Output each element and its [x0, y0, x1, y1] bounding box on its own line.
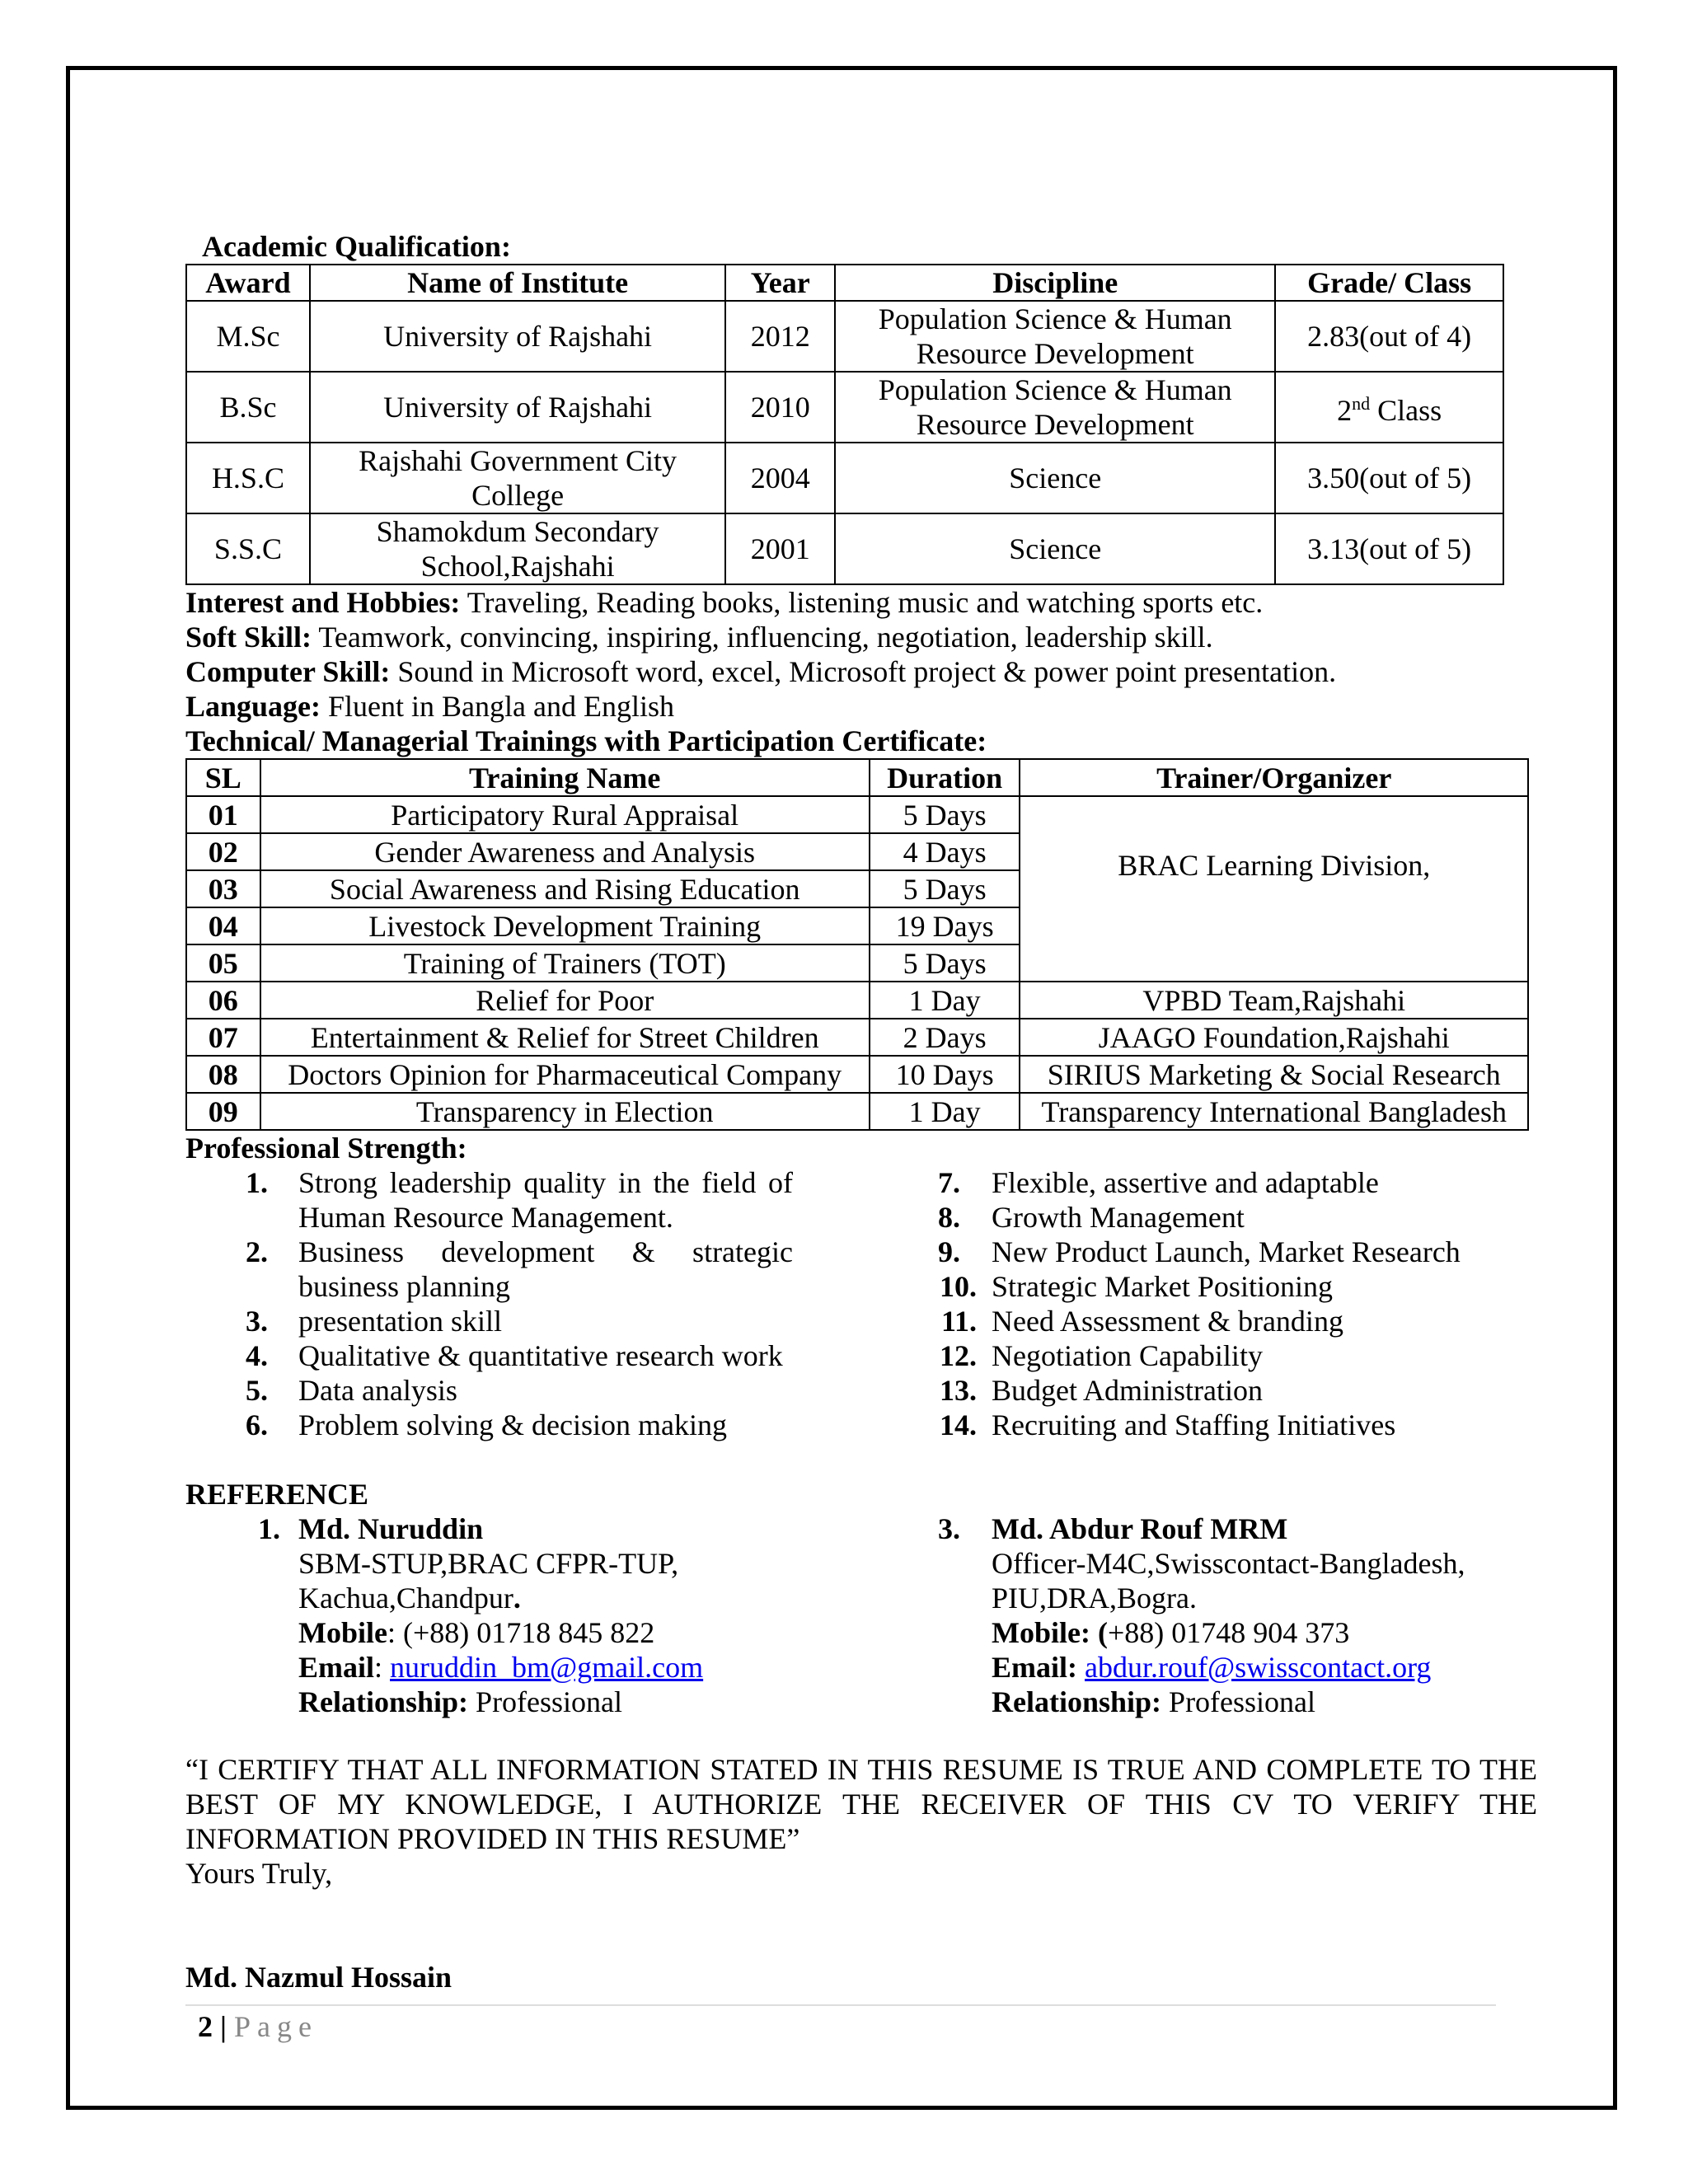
- item-line: business planning: [298, 1270, 510, 1303]
- duration-cell: 5 Days: [870, 944, 1020, 982]
- header-discipline: Discipline: [835, 265, 1275, 301]
- training-name-cell: Doctors Opinion for Pharmaceutical Company: [260, 1056, 870, 1093]
- footer-divider: [185, 2004, 1496, 2006]
- reference-relationship: [992, 1685, 1315, 1719]
- relationship-label: Relationship:: [298, 1685, 469, 1718]
- relationship-value: Professional: [1161, 1685, 1316, 1718]
- header-sl: SL: [186, 759, 260, 796]
- reference-line: [185, 1546, 812, 1581]
- reference-mobile: [992, 1615, 1349, 1650]
- reference-address-text: Kachua,Chandpur: [298, 1582, 513, 1615]
- page-number: 2: [198, 2010, 213, 2043]
- item-text: Need Assessment & branding: [992, 1305, 1343, 1338]
- year-cell: 2010: [725, 372, 835, 443]
- email-separator: :: [374, 1651, 391, 1684]
- institute-cell: University of Rajshahi: [310, 301, 725, 372]
- item-text: Flexible, assertive and adaptable: [992, 1166, 1379, 1199]
- sl-cell: 06: [186, 982, 260, 1019]
- award-cell: M.Sc: [186, 301, 310, 372]
- year-cell: 2001: [725, 513, 835, 584]
- table-row: [186, 796, 1528, 833]
- reference-line: [185, 1615, 812, 1650]
- item-number: 9.: [938, 1235, 960, 1268]
- soft-skill-label: Soft Skill:: [185, 621, 312, 654]
- item-number: 3.: [938, 1512, 960, 1545]
- language-label: Language:: [185, 690, 321, 723]
- trainings-title: Technical/ Managerial Trainings with Participation Certificate:: [185, 724, 987, 757]
- training-name-cell: Participatory Rural Appraisal: [260, 796, 870, 833]
- table-row: [186, 513, 1503, 584]
- language-value: Fluent in Bangla and English: [321, 690, 674, 723]
- interests-value: Traveling, Reading books, listening music and watching sports etc.: [460, 586, 1264, 619]
- item-text: Recruiting and Staffing Initiatives: [992, 1408, 1396, 1441]
- item-text: Growth Management: [992, 1201, 1245, 1234]
- item-text: Qualitative & quantitative research work: [298, 1339, 783, 1372]
- discipline-cell: Population Science & Human Resource Development: [835, 301, 1275, 372]
- reference-line: [185, 1650, 812, 1685]
- organizer-cell: Transparency International Bangladesh: [1020, 1093, 1528, 1130]
- list-item-spacer: [185, 1200, 812, 1235]
- reference-email: [992, 1650, 1431, 1685]
- academic-table: [185, 264, 1504, 585]
- item-text: Data analysis: [298, 1374, 457, 1407]
- reference-title: REFERENCE: [185, 1478, 369, 1511]
- list-item: [911, 1269, 1537, 1304]
- institute-cell: Rajshahi Government City College: [310, 443, 725, 513]
- training-name-cell: Transparency in Election: [260, 1093, 870, 1130]
- discipline-cell: Science: [835, 513, 1275, 584]
- duration-cell: 5 Days: [870, 870, 1020, 907]
- computer-skill-line: [185, 654, 1537, 689]
- reference-name: Md. Abdur Rouf MRM: [992, 1512, 1288, 1545]
- item-line: Human Resource Management.: [298, 1201, 673, 1234]
- list-item: [911, 1373, 1537, 1408]
- item-text: Negotiation Capability: [992, 1339, 1263, 1372]
- sl-cell: 01: [186, 796, 260, 833]
- reference-line: [185, 1581, 812, 1615]
- relationship-label: Relationship:: [992, 1685, 1162, 1718]
- computer-skill-value: Sound in Microsoft word, excel, Microsoft project & power point presentation.: [390, 655, 1337, 688]
- interests-label: Interest and Hobbies:: [185, 586, 461, 619]
- sl-cell: 07: [186, 1019, 260, 1056]
- sl-cell: 08: [186, 1056, 260, 1093]
- year-cell: 2012: [725, 301, 835, 372]
- item-number: 6.: [246, 1408, 268, 1441]
- award-cell: B.Sc: [186, 372, 310, 443]
- award-cell: H.S.C: [186, 443, 310, 513]
- table-row: [186, 982, 1528, 1019]
- signature-name: Md. Nazmul Hossain: [185, 1961, 452, 1994]
- training-name-cell: Training of Trainers (TOT): [260, 944, 870, 982]
- reference-line: [911, 1685, 1537, 1719]
- list-item: [911, 1200, 1537, 1235]
- reference-left: [185, 1511, 812, 1719]
- strength-left-column: [185, 1165, 812, 1442]
- grade-cell: 3.13(out of 5): [1275, 513, 1503, 584]
- duration-cell: 1 Day: [870, 982, 1020, 1019]
- reference-name: Md. Nuruddin: [298, 1512, 484, 1545]
- item-number: 3.: [246, 1305, 268, 1338]
- strength-list: [185, 1165, 1537, 1477]
- reference-line: [911, 1615, 1537, 1650]
- reference-line: [911, 1581, 1537, 1615]
- item-text: Budget Administration: [992, 1374, 1263, 1407]
- reference-address: PIU,DRA,Bogra.: [992, 1582, 1197, 1615]
- duration-cell: 5 Days: [870, 796, 1020, 833]
- list-item: [911, 1165, 1537, 1200]
- reference-email: [298, 1650, 703, 1685]
- duration-cell: 19 Days: [870, 907, 1020, 944]
- table-row: [186, 443, 1503, 513]
- list-item: [185, 1373, 812, 1408]
- header-duration: Duration: [870, 759, 1020, 796]
- discipline-cell: Science: [835, 443, 1275, 513]
- resume-content: [185, 229, 1537, 1994]
- item-line: Strong leadership quality in the field of: [298, 1166, 793, 1199]
- language-line: [185, 689, 1537, 724]
- page-word: Page: [233, 2010, 318, 2043]
- item-number: 12.: [940, 1339, 977, 1372]
- reference-line: [911, 1546, 1537, 1581]
- sl-cell: 04: [186, 907, 260, 944]
- training-name-cell: Social Awareness and Rising Education: [260, 870, 870, 907]
- mobile-label: Mobile: (: [992, 1616, 1108, 1649]
- trainings-header-row: [186, 759, 1528, 796]
- grade-superscript: nd: [1352, 393, 1371, 414]
- footer-separator: |: [213, 2010, 234, 2043]
- item-text: New Product Launch, Market Research: [992, 1235, 1461, 1268]
- training-name-cell: Entertainment & Relief for Street Children: [260, 1019, 870, 1056]
- award-cell: S.S.C: [186, 513, 310, 584]
- email-separator: [1077, 1651, 1085, 1684]
- discipline-cell: Population Science & Human Resource Development: [835, 372, 1275, 443]
- training-name-cell: Relief for Poor: [260, 982, 870, 1019]
- grade-cell: 2.83(out of 4): [1275, 301, 1503, 372]
- academic-header-row: [186, 265, 1503, 301]
- grade-number: 2: [1337, 394, 1353, 427]
- organizer-cell: SIRIUS Marketing & Social Research: [1020, 1056, 1528, 1093]
- reference-org: Officer-M4C,Swisscontact-Bangladesh,: [992, 1547, 1465, 1580]
- soft-skill-line: [185, 620, 1537, 654]
- grade-cell: 3.50(out of 5): [1275, 443, 1503, 513]
- certification-text: “I CERTIFY THAT ALL INFORMATION STATED IN THIS RESUME IS TRUE AND COMPLETE TO THE BEST OF MY KNOWLEDGE, I AUTHORIZE THE RECEIVER OF THIS CV TO VERIFY THE INFORMATION PROVIDED IN THIS RESUME”: [185, 1753, 1537, 1855]
- training-name-cell: Gender Awareness and Analysis: [260, 833, 870, 870]
- training-name-cell: Livestock Development Training: [260, 907, 870, 944]
- grade-cell: [1275, 372, 1503, 443]
- reference-address-period: .: [513, 1582, 521, 1615]
- header-institute: Name of Institute: [310, 265, 725, 301]
- reference-address: [298, 1581, 521, 1615]
- reference-name-line: [911, 1511, 1537, 1546]
- item-number: 2.: [246, 1235, 268, 1268]
- strength-title: Professional Strength:: [185, 1132, 467, 1165]
- reference-org: SBM-STUP,BRAC CFPR-TUP,: [298, 1547, 679, 1580]
- header-training-name: Training Name: [260, 759, 870, 796]
- list-item: [911, 1338, 1537, 1373]
- list-item-spacer: [185, 1269, 812, 1304]
- list-item: [185, 1235, 812, 1303]
- table-row: [186, 1056, 1528, 1093]
- reference-section: [185, 1511, 1537, 1719]
- item-text: Strategic Market Positioning: [992, 1270, 1333, 1303]
- organizer-cell: JAAGO Foundation,Rajshahi: [1020, 1019, 1528, 1056]
- item-number: 1.: [246, 1166, 268, 1199]
- email-link[interactable]: abdur.rouf@swisscontact.org: [1085, 1651, 1432, 1684]
- table-row: [186, 301, 1503, 372]
- table-row: [186, 1093, 1528, 1130]
- reference-right: [911, 1511, 1537, 1719]
- mobile-label: Mobile: [298, 1616, 387, 1649]
- relationship-value: Professional: [468, 1685, 623, 1718]
- item-number: 11.: [940, 1305, 977, 1338]
- reference-line: [185, 1685, 812, 1719]
- item-number: 1.: [258, 1512, 280, 1545]
- sl-cell: 05: [186, 944, 260, 982]
- reference-name-line: [185, 1511, 812, 1546]
- item-number: 7.: [938, 1166, 960, 1199]
- duration-cell: 4 Days: [870, 833, 1020, 870]
- list-item: [911, 1304, 1537, 1338]
- item-number: 8.: [938, 1201, 960, 1234]
- item-text: presentation skill: [298, 1305, 502, 1338]
- duration-cell: 1 Day: [870, 1093, 1020, 1130]
- institute-cell: University of Rajshahi: [310, 372, 725, 443]
- item-number: 10.: [940, 1270, 977, 1303]
- interests-line: [185, 585, 1537, 620]
- item-text: Problem solving & decision making: [298, 1408, 727, 1441]
- page-footer: [198, 2009, 318, 2044]
- reference-relationship: [298, 1685, 622, 1719]
- list-item: [911, 1408, 1537, 1442]
- trainings-table: [185, 758, 1529, 1131]
- list-item: [911, 1235, 1537, 1269]
- email-link[interactable]: nuruddin_bm@gmail.com: [390, 1651, 704, 1684]
- table-row: [186, 372, 1503, 443]
- table-row: [186, 1019, 1528, 1056]
- header-year: Year: [725, 265, 835, 301]
- reference-mobile: [298, 1615, 654, 1650]
- item-number: 4.: [246, 1339, 268, 1372]
- item-line: Business development & strategic: [298, 1235, 793, 1268]
- strength-right-column: [911, 1165, 1537, 1442]
- header-organizer: Trainer/Organizer: [1020, 759, 1528, 796]
- year-cell: 2004: [725, 443, 835, 513]
- institute-cell: Shamokdum Secondary School,Rajshahi: [310, 513, 725, 584]
- closing-line: Yours Truly,: [185, 1857, 333, 1890]
- duration-cell: 10 Days: [870, 1056, 1020, 1093]
- list-item: [185, 1165, 812, 1234]
- certification: [185, 1752, 1537, 1891]
- list-item: [185, 1338, 812, 1373]
- email-label: Email:: [992, 1651, 1077, 1684]
- mobile-value: : (+88) 01718 845 822: [387, 1616, 655, 1649]
- item-number: 14.: [940, 1408, 977, 1441]
- computer-skill-label: Computer Skill:: [185, 655, 391, 688]
- organizer-cell: VPBD Team,Rajshahi: [1020, 982, 1528, 1019]
- item-number: 13.: [940, 1374, 977, 1407]
- header-award: Award: [186, 265, 310, 301]
- soft-skill-value: Teamwork, convincing, inspiring, influencing, negotiation, leadership skill.: [312, 621, 1213, 654]
- item-number: 5.: [246, 1374, 268, 1407]
- duration-cell: 2 Days: [870, 1019, 1020, 1056]
- header-grade: Grade/ Class: [1275, 265, 1503, 301]
- sl-cell: 09: [186, 1093, 260, 1130]
- organizer-cell: BRAC Learning Division,: [1020, 796, 1528, 982]
- sl-cell: 02: [186, 833, 260, 870]
- email-label: Email: [298, 1651, 375, 1684]
- mobile-value: +88) 01748 904 373: [1107, 1616, 1350, 1649]
- list-item: [185, 1408, 812, 1442]
- grade-rest: Class: [1370, 394, 1442, 427]
- academic-title: Academic Qualification:: [202, 230, 511, 263]
- reference-line: [911, 1650, 1537, 1685]
- list-item: [185, 1304, 812, 1338]
- sl-cell: 03: [186, 870, 260, 907]
